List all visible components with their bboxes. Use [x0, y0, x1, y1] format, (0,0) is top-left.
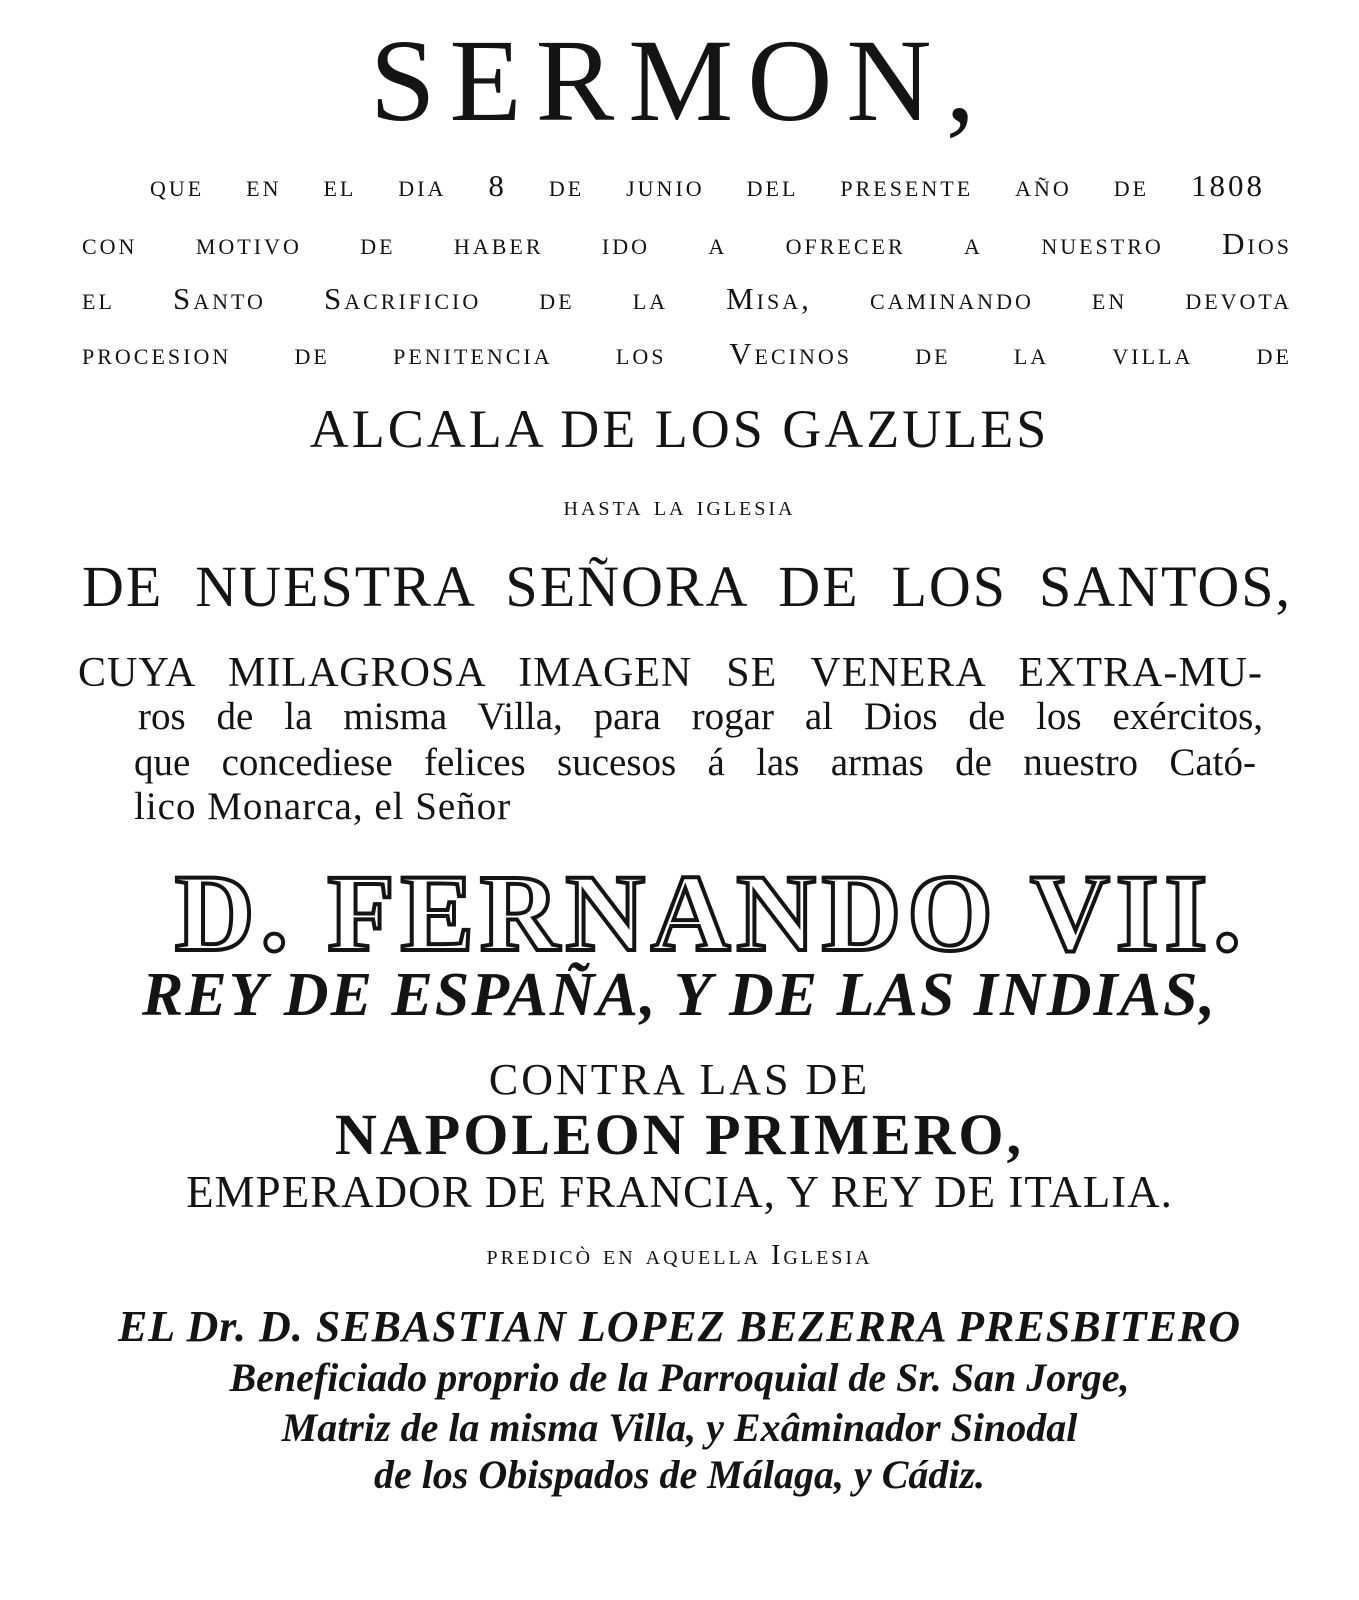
body-line-3: lico Monarca, el Señor — [134, 785, 512, 828]
town-name: ALCALA DE LOS GAZULES — [309, 399, 1050, 459]
king-title: REY DE ESPAÑA, Y DE LAS INDIAS, — [142, 961, 1217, 1029]
intro-line-3: el Santo Sacrificio de la Misa, caminando en devota — [82, 281, 1292, 316]
cuya-line: CUYA MILAGROSA IMAGEN SE VENERA EXTRA-MU- — [78, 650, 1263, 696]
hasta-la-iglesia: hasta la iglesia — [563, 490, 796, 522]
author-line-1: Beneficiado proprio de la Parroquial de Sr. San Jorge, — [229, 1355, 1130, 1400]
king-name: D. FERNANDO VII. — [175, 852, 1247, 974]
napoleon-name: NAPOLEON PRIMERO, — [335, 1102, 1024, 1167]
church-name: DE NUESTRA SEÑORA DE LOS SANTOS, — [82, 554, 1292, 619]
author-line-3: de los Obispados de Málaga, y Cádiz. — [373, 1452, 986, 1497]
author-line-2: Matriz de la misma Villa, y Exâminador Sinodal — [281, 1405, 1078, 1450]
contra-line: CONTRA LAS DE — [488, 1055, 871, 1104]
intro-line-4: procesion de penitencia los Vecinos de la villa de — [82, 336, 1292, 371]
emperador-line: EMPERADOR DE FRANCIA, Y REY DE ITALIA. — [186, 1167, 1173, 1217]
predico-line: predicò en aquella Iglesia — [486, 1240, 873, 1271]
body-line-1: ros de la misma Villa, para rogar al Dios de los exércitos, — [138, 695, 1263, 738]
intro-line-2: con motivo de haber ido a ofrecer a nuestro Dios — [82, 226, 1292, 261]
sermon-title: SERMON, — [369, 15, 990, 146]
author-name: EL Dr. D. SEBASTIAN LOPEZ BEZERRA PRESBITERO — [117, 1302, 1242, 1351]
body-line-2: que concediese felices sucesos á las armas de nuestro Cató- — [134, 741, 1256, 784]
intro-line-1: que en el dia 8 de junio del presente año de 1808 — [150, 168, 1265, 203]
